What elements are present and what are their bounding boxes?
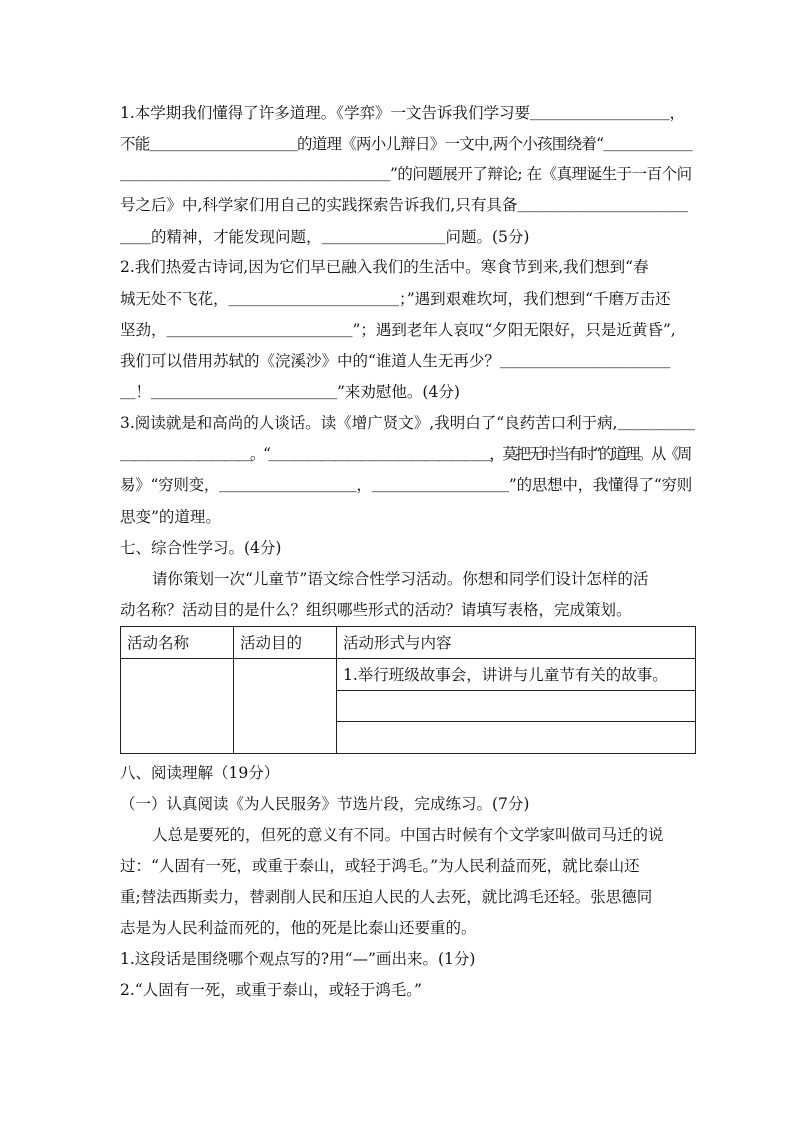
q1-line-3: ＿＿＿＿＿＿＿＿＿＿＿＿＿＿＿＿＿＿”的问题展开了辩论; 在《真理诞生于一百个问 xyxy=(120,165,692,183)
section8-heading: 八、阅读理解（19分） xyxy=(120,764,280,782)
passage-line-3: 重;替法西斯卖力，替剥削人民和压迫人民的人去死，就比鸿毛还轻。张思德同 xyxy=(120,888,653,906)
q1-line-2: 不能＿＿＿＿＿＿＿＿＿＿的道理《两小儿辩日》一文中,两个小孩围绕着“＿＿＿＿＿＿ xyxy=(120,135,692,153)
activity-form-row-2[interactable] xyxy=(337,690,696,722)
q2-line-5: ＿！＿＿＿＿＿＿＿＿＿＿＿＿”来劝慰他。(4分) xyxy=(120,383,460,401)
q2-line-1: 2.我们热爱古诗词,因为它们早已融入我们的生活中。寒食节到来,我们想到“春 xyxy=(120,258,649,276)
q2-line-3: 坚劲，＿＿＿＿＿＿＿＿＿＿＿＿”；遇到老年人哀叹“夕阳无限好，只是近黄昏”, xyxy=(120,321,676,339)
q1-line-4: 号之后》中,科学家们用自己的实践探索告诉我们,只有具备＿＿＿＿＿＿＿＿＿＿＿ xyxy=(120,196,688,214)
activity-purpose-cell[interactable] xyxy=(234,658,337,753)
q2-line-4: 我们可以借用苏轼的《浣溪沙》中的“谁道人生无再少？＿＿＿＿＿＿＿＿＿＿＿ xyxy=(120,352,671,370)
table-header-form: 活动形式与内容 xyxy=(337,627,696,659)
section8-subheading: （一）认真阅读《为人民服务》节选片段，完成练习。(7分) xyxy=(120,795,530,813)
section7-paragraph-1: 请你策划一次“儿童节”语文综合性学习活动。你想和同学们设计怎样的活 xyxy=(152,570,649,588)
section8-question-1: 1.这段话是围绕哪个观点写的?用“—”画出来。(1分) xyxy=(120,950,476,968)
q1-line-5: ＿＿的精神，才能发现问题，＿＿＿＿＿＿＿＿问题。(5分) xyxy=(120,228,530,246)
activity-name-cell[interactable] xyxy=(121,658,234,753)
activity-form-row-1: 1.举行班级故事会，讲讲与儿童节有关的故事。 xyxy=(337,658,696,690)
table-header-purpose: 活动目的 xyxy=(234,627,337,659)
q3-line-4: 思变”的道理。 xyxy=(120,508,221,526)
section7-heading: 七、综合性学习。(4分) xyxy=(120,539,282,557)
activity-form-row-3[interactable] xyxy=(337,722,696,754)
q3-line-3: 易》“穷则变，＿＿＿＿＿＿＿＿＿，＿＿＿＿＿＿＿＿＿”的思想中，我懂得了“穷则 xyxy=(120,476,693,494)
q3-line-2: ＿＿＿＿＿＿＿＿＿＿。“＿＿＿＿＿＿＿＿＿＿＿＿＿＿＿＿＿，莫把无时当有时”的道理。从《周 xyxy=(120,445,690,463)
section8-question-2: 2.“人固有一死，或重于泰山，或轻于鸿毛。” xyxy=(120,981,422,999)
q2-line-2: 城无处不飞花，＿＿＿＿＿＿＿＿＿＿＿；”遇到艰难坎坷，我们想到“千磨万击还 xyxy=(120,290,671,308)
q3-line-1: 3.阅读就是和高尚的人谈话。读《增广贤文》,我明白了“良药苦口利于病,＿＿＿＿＿ xyxy=(120,414,696,432)
table-header-name: 活动名称 xyxy=(121,627,234,659)
section7-paragraph-2: 动名称？活动目的是什么？组织哪些形式的活动？请填写表格，完成策划。 xyxy=(120,601,632,619)
passage-line-2: 过：“人固有一死，或重于泰山，或轻于鸿毛。”为人民利益而死，就比泰山还 xyxy=(120,857,640,875)
passage-line-1: 人总是要死的，但死的意义有不同。中国古时候有个文学家叫做司马迁的说 xyxy=(152,826,664,844)
q1-line-1: 1.本学期我们懂得了许多道理。《学弈》一文告诉我们学习要＿＿＿＿＿＿＿＿＿， xyxy=(120,104,686,122)
activity-plan-table xyxy=(120,626,696,754)
passage-line-4: 志是为人民利益而死的，他的死是比泰山还要重的。 xyxy=(120,919,477,937)
